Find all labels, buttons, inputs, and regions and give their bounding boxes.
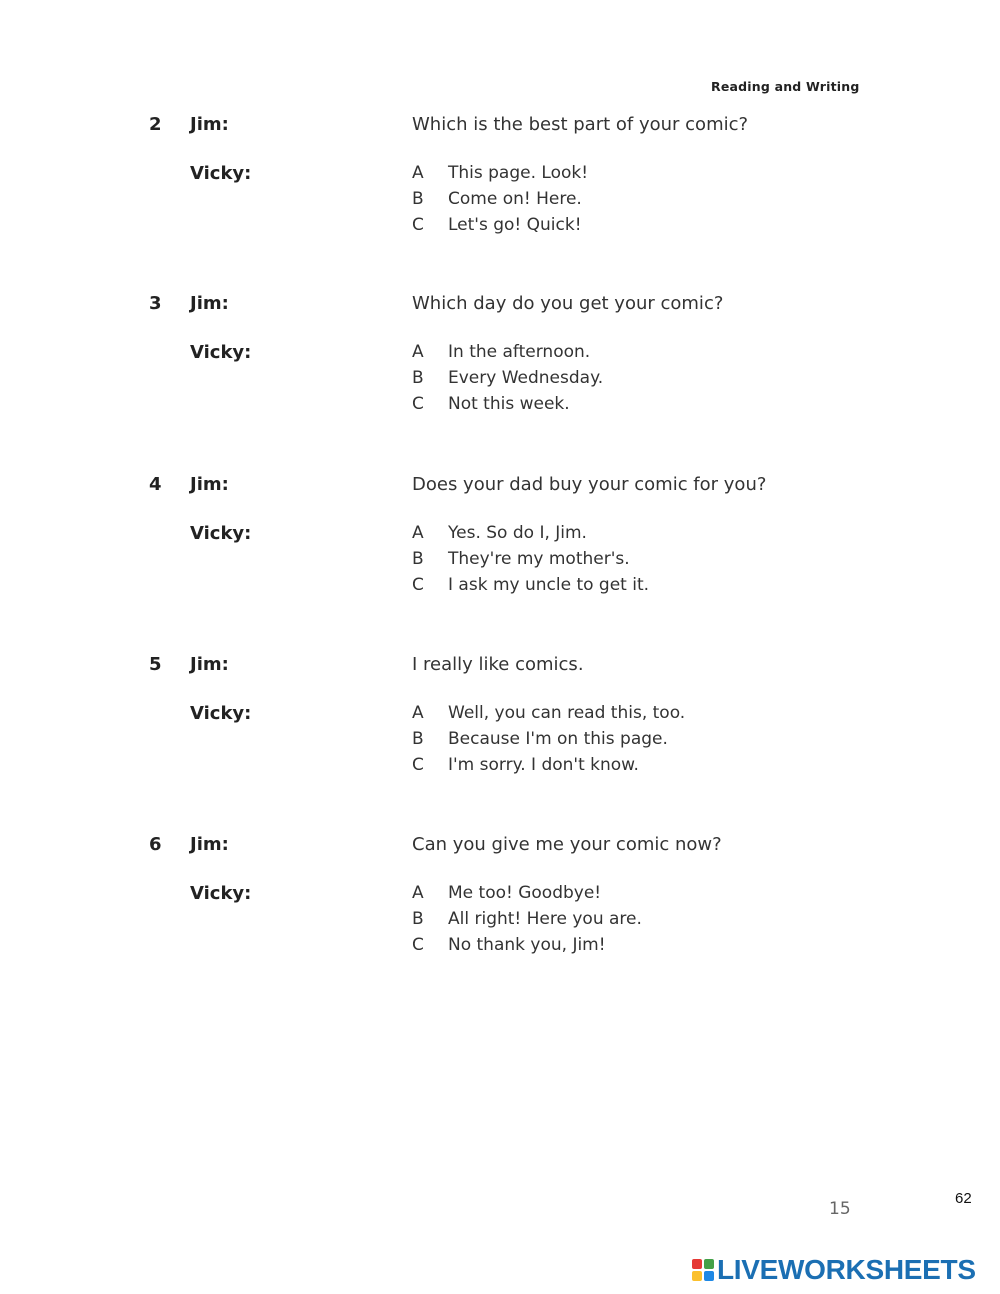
answer-options bbox=[412, 703, 685, 781]
option-b[interactable]: B All right! Here you are. bbox=[412, 909, 642, 929]
answer-options bbox=[412, 523, 649, 601]
speaker-jim: Jim: bbox=[190, 834, 229, 855]
liveworksheets-logo[interactable] bbox=[692, 1255, 976, 1285]
option-c[interactable]: C Let's go! Quick! bbox=[412, 215, 582, 235]
question-number: 3 bbox=[149, 293, 162, 314]
speaker-vicky: Vicky: bbox=[190, 163, 252, 184]
speaker-jim: Jim: bbox=[190, 114, 229, 135]
answer-options bbox=[412, 342, 603, 420]
liveworksheets-logo-icon bbox=[692, 1259, 714, 1281]
speaker-jim: Jim: bbox=[190, 293, 229, 314]
speaker-vicky: Vicky: bbox=[190, 342, 252, 363]
option-a[interactable]: A Well, you can read this, too. bbox=[412, 703, 686, 723]
option-a[interactable]: A This page. Look! bbox=[412, 163, 589, 183]
question-number: 2 bbox=[149, 114, 162, 135]
speaker-vicky: Vicky: bbox=[190, 523, 252, 544]
speaker-jim: Jim: bbox=[190, 474, 229, 495]
option-c[interactable]: C Not this week. bbox=[412, 394, 570, 414]
option-b[interactable]: B Come on! Here. bbox=[412, 189, 582, 209]
answer-options bbox=[412, 883, 642, 961]
question-prompt: Can you give me your comic now? bbox=[412, 834, 722, 855]
option-c[interactable]: C I'm sorry. I don't know. bbox=[412, 755, 639, 775]
option-b[interactable]: B Every Wednesday. bbox=[412, 368, 604, 388]
question-number: 5 bbox=[149, 654, 162, 675]
option-b[interactable]: B They're my mother's. bbox=[412, 549, 630, 569]
option-a[interactable]: A Me too! Goodbye! bbox=[412, 883, 602, 903]
brand-name: LIVEWORKSHEETS bbox=[717, 1254, 976, 1285]
question-prompt: Which day do you get your comic? bbox=[412, 293, 724, 314]
option-a[interactable]: A In the afternoon. bbox=[412, 342, 591, 362]
question-number: 4 bbox=[149, 474, 162, 495]
speaker-jim: Jim: bbox=[190, 654, 229, 675]
speaker-vicky: Vicky: bbox=[190, 703, 252, 724]
question-prompt: I really like comics. bbox=[412, 654, 584, 675]
question-prompt: Does your dad buy your comic for you? bbox=[412, 474, 767, 495]
question-prompt: Which is the best part of your comic? bbox=[412, 114, 749, 135]
question-number: 6 bbox=[149, 834, 162, 855]
speaker-vicky: Vicky: bbox=[190, 883, 252, 904]
answer-options bbox=[412, 163, 588, 241]
section-title: Reading and Writing bbox=[711, 79, 860, 94]
option-c[interactable]: C I ask my uncle to get it. bbox=[412, 575, 650, 595]
option-c[interactable]: C No thank you, Jim! bbox=[412, 935, 606, 955]
sheet-number: 62 bbox=[955, 1190, 972, 1207]
page-number: 15 bbox=[829, 1199, 851, 1219]
option-b[interactable]: B Because I'm on this page. bbox=[412, 729, 668, 749]
option-a[interactable]: A Yes. So do I, Jim. bbox=[412, 523, 587, 543]
